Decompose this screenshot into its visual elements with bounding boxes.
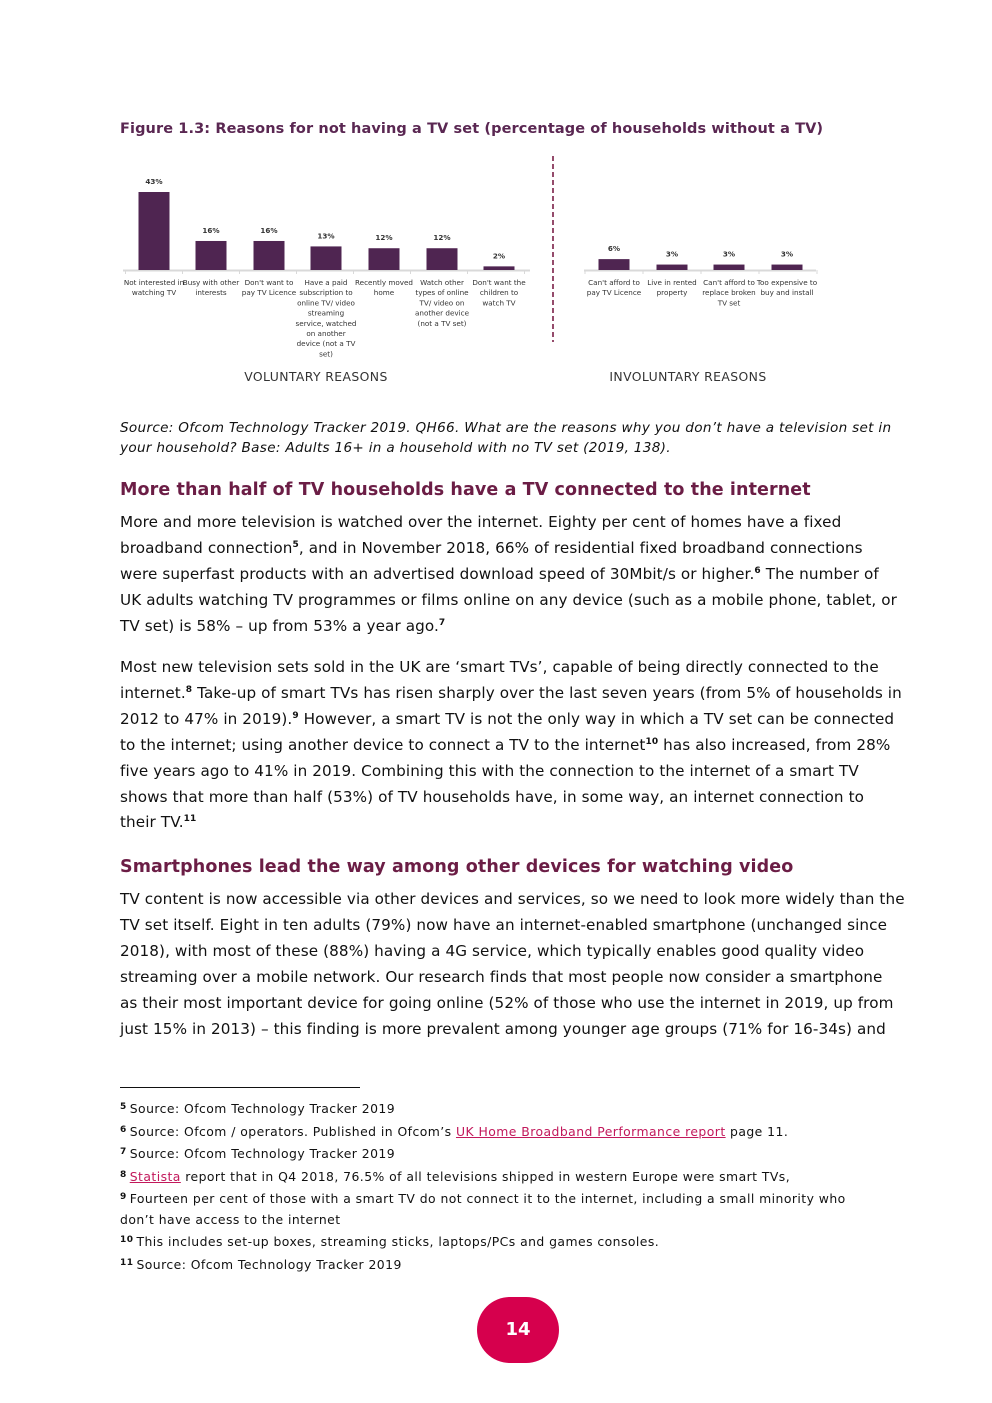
paragraph-smartphones <box>120 887 905 1042</box>
text-line: internet.$^8$ Take-up of smart TVs has risen sharply over the last seven years (from 5% of households in <box>120 683 902 702</box>
data-label: 3% <box>780 249 794 259</box>
footnote-ref-10[interactable]: 10 <box>645 736 659 747</box>
category-label: Recently moved <box>354 278 414 287</box>
text-line: TV set) is 58% – up from 53% a year ago.$^7$ <box>120 616 446 635</box>
footnote-ref-9[interactable]: 9 <box>292 710 299 721</box>
category-label: children to <box>479 288 519 298</box>
data-label: 12% <box>433 233 451 243</box>
data-label: 3% <box>665 249 679 259</box>
bar <box>254 241 285 270</box>
category-label: Live in rented <box>647 278 697 287</box>
text-line: TV content is now accessible via other devices and services, so we need to look more widely than the <box>120 890 905 908</box>
category-label: Busy with other <box>182 278 240 287</box>
footnote-6: $^6$ Source: Ofcom / operators. Published in Ofcom’s UK Home Broadband Performance report page 11. <box>120 1123 789 1139</box>
text-line: 2012 to 47% in 2019).$^9$ However, a smart TV is not the only way in which a TV set can be connected <box>120 709 895 728</box>
category-label: TV/ video on <box>419 298 465 308</box>
category-label: streaming <box>307 308 345 318</box>
statista-link[interactable]: Statista <box>129 1168 181 1184</box>
text-line: TV set itself. Eight in ten adults (79%) now have an internet-enabled smartphone (unchanged since <box>120 915 888 934</box>
category-label: online TV/ video <box>297 298 355 308</box>
footnote-9-cont: don’t have access to the internet <box>120 1211 341 1227</box>
footnote-11: $^{11}$ Source: Ofcom Technology Tracker 2019 <box>120 1256 402 1272</box>
category-label: Don't want to <box>244 278 294 287</box>
category-label: (not a TV set) <box>417 318 467 328</box>
section-heading-smartphones: Smartphones lead the way among other devices for watching video <box>120 857 794 877</box>
category-label: Watch other <box>420 278 464 287</box>
bar <box>772 265 803 270</box>
category-label: types of online <box>415 288 469 298</box>
footnote-ref-6[interactable]: 6 <box>754 565 761 576</box>
category-label: another device <box>414 308 470 318</box>
category-label: Not interested in <box>123 278 185 287</box>
text-line: streaming over a mobile network. Our research finds that most people now consider a smartphone <box>120 967 883 986</box>
text-line: five years ago to 41% in 2019. Combining this with the connection to the internet of a smart TV <box>120 761 859 780</box>
data-label: 2% <box>492 251 506 261</box>
footnote-10: $^{10}$ This includes set-up boxes, streaming sticks, laptops/PCs and games consoles. <box>120 1234 660 1249</box>
category-label: subscription to <box>299 288 353 298</box>
footnotes <box>120 1097 880 1275</box>
category-label: watching TV <box>131 288 177 298</box>
category-label: pay TV Licence <box>586 288 642 298</box>
footnote-ref-7[interactable]: 7 <box>438 617 446 628</box>
footnote-7: $^7$ Source: Ofcom Technology Tracker 2019 <box>120 1146 396 1161</box>
category-label: watch TV <box>482 298 516 308</box>
data-label: 16% <box>260 225 278 235</box>
category-label: Don't want the <box>472 278 526 287</box>
category-label: service, watched <box>295 318 357 328</box>
text-line: were superfast products with an advertised download speed of 30Mbit/s or higher.$^6$ The number of <box>120 564 879 583</box>
footnote-ref-5[interactable]: 5 <box>292 539 299 550</box>
category-label: device (not a TV <box>296 339 356 349</box>
bar <box>369 248 400 270</box>
bar <box>139 192 170 270</box>
bar <box>714 265 745 270</box>
category-label: home <box>373 288 395 298</box>
category-label: set) <box>319 349 333 359</box>
footnote-ref-11[interactable]: 11 <box>183 814 197 825</box>
source-line-2: your household? Base: Adults 16+ in a household with no TV set (2019, 138). <box>120 440 671 456</box>
data-label: 43% <box>145 177 163 186</box>
bar <box>196 241 227 270</box>
category-label: pay TV Licence <box>241 288 297 298</box>
bar <box>427 248 458 270</box>
data-label: 16% <box>202 225 220 235</box>
bar <box>657 265 688 270</box>
footnote-5: $^5$ Source: Ofcom Technology Tracker 2019 <box>120 1101 396 1116</box>
text-line: to the internet; using another device to connect a TV to the internet$^{10}$ has also increased, from 28% <box>120 735 891 754</box>
bar <box>484 266 515 270</box>
figure-source <box>120 418 892 458</box>
group-title: VOLUNTARY REASONS <box>244 369 388 384</box>
text-line: 2018), with most of these (88%) having a 4G service, which typically enables good quality video <box>120 941 865 960</box>
text-line: their TV.$^{11}$ <box>120 813 197 832</box>
broadband-report-link[interactable]: UK Home Broadband Performance report <box>455 1123 726 1139</box>
category-label: interests <box>195 288 227 298</box>
footnote-ref-8[interactable]: 8 <box>185 684 193 695</box>
paragraph-smart-tvs <box>120 655 902 836</box>
page-number: 14 <box>477 1297 559 1363</box>
category-label: property <box>656 288 688 298</box>
category-label: buy and install <box>760 288 814 298</box>
footnote-divider <box>120 1087 360 1088</box>
paragraph-broadband <box>120 510 897 640</box>
text-line: broadband connection$^5$, and in November 2018, 66% of residential fixed broadband connections <box>120 538 863 557</box>
figure-title: Figure 1.3: Reasons for not having a TV set (percentage of households without a TV) <box>120 121 824 137</box>
category-label: replace broken <box>702 288 756 298</box>
data-label: 3% <box>722 249 736 259</box>
category-label: Can't afford to <box>703 278 755 287</box>
data-label: 13% <box>317 231 335 241</box>
category-label: Too expensive to <box>756 278 818 287</box>
bar <box>599 259 630 270</box>
data-label: 6% <box>607 244 621 254</box>
source-line-1: Source: Ofcom Technology Tracker 2019. QH66. What are the reasons why you don’t have a television set in <box>120 420 892 436</box>
text-line: UK adults watching TV programmes or films online on any device (such as a mobile phone, tablet, or <box>120 590 897 609</box>
category-label: Have a paid <box>304 278 348 287</box>
text-line: just 15% in 2013) – this finding is more prevalent among younger age groups (71% for 16-34s) and <box>120 1019 886 1038</box>
footnote-8: $^8$ Statista report that in Q4 2018, 76.5% of all televisions shipped in western Europe were smart TVs, <box>120 1168 791 1184</box>
group-title: INVOLUNTARY REASONS <box>609 369 767 384</box>
category-label: TV set <box>717 298 741 308</box>
text-line: More and more television is watched over the internet. Eighty per cent of homes have a fixed <box>120 513 842 531</box>
bar-chart <box>0 0 992 400</box>
section-heading-tv-internet: More than half of TV households have a TV connected to the internet <box>120 480 811 500</box>
category-label: on another <box>306 329 346 338</box>
data-label: 12% <box>375 233 393 243</box>
bar <box>311 246 342 270</box>
text-line: as their most important device for going online (52% of those who use the internet in 2019, up from <box>120 993 894 1012</box>
text-line: shows that more than half (53%) of TV households have, in some way, an internet connection to <box>120 787 865 806</box>
category-label: Can't afford to <box>588 278 640 287</box>
footnote-9: $^9$ Fourteen per cent of those with a smart TV do not connect it to the internet, including a small minority who <box>120 1191 846 1206</box>
text-line: Most new television sets sold in the UK are ‘smart TVs’, capable of being directly connected to the <box>120 658 879 676</box>
